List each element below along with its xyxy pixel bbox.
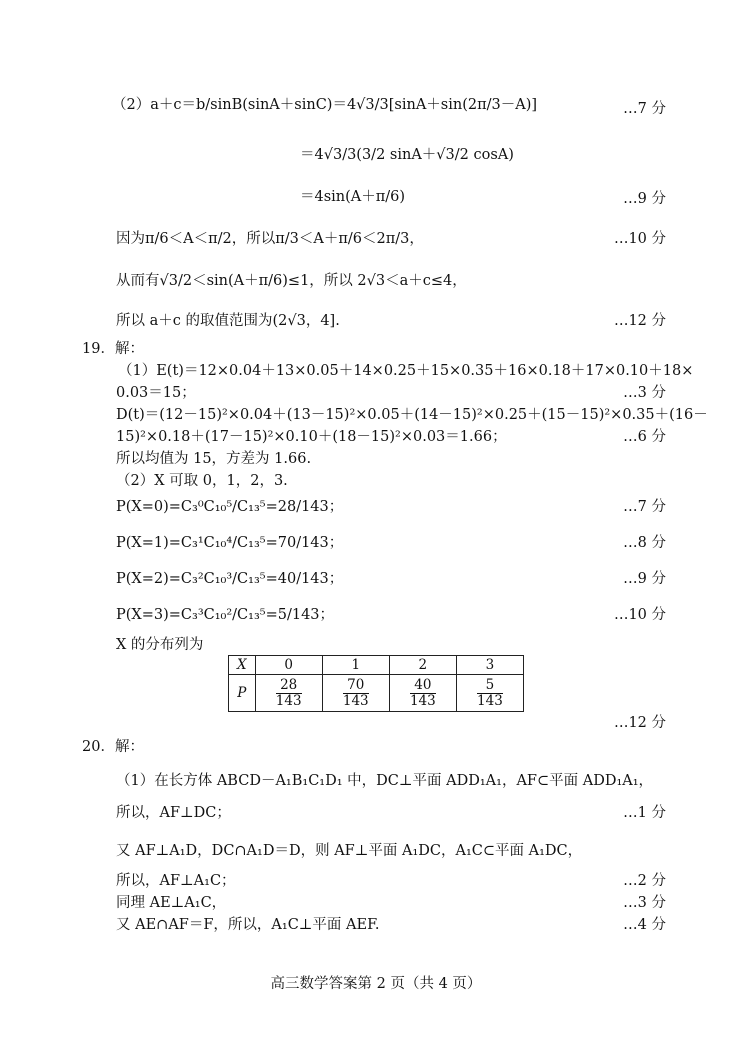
score-12b: …12 分 (613, 715, 666, 731)
score-3: …3 分 (623, 385, 666, 401)
table-row-label: P (229, 675, 256, 712)
table-row (229, 656, 524, 675)
q19-heading: 19．解： (82, 341, 144, 357)
table-cell: $\frac{40}{143}$ (389, 675, 456, 712)
q20-line-2: 所以，AF⊥DC； (116, 805, 231, 821)
eq-line-3: ＝4sin(A＋π/6) (300, 189, 406, 205)
score-4: …4 分 (623, 917, 666, 933)
distribution-label: X 的分布列为 (116, 637, 204, 653)
q20-line-1: （1）在长方体 ABCD－A₁B₁C₁D₁ 中，DC⊥平面 ADD₁A₁，AF⊂平面 ADD₁A₁， (116, 773, 654, 789)
distribution-table (228, 655, 524, 712)
eq-line-1: （2）a＋c＝b/sinB(sinA＋sinC)＝4√3/3[sinA＋sin(2π/3－A)] (112, 97, 538, 113)
score-2: …2 分 (623, 873, 666, 889)
prob-x0: P(X=0)=C₃⁰C₁₀⁵/C₁₃⁵=28/143； (116, 499, 344, 515)
score-3b: …3 分 (623, 895, 666, 911)
table-cell: $\frac{5}{143}$ (456, 675, 523, 712)
q20-line-6: 又 AE∩AF＝F，所以，A₁C⊥平面 AEF. (116, 917, 380, 933)
table-header-cell: 3 (456, 656, 523, 675)
q19-line-4: 15)²×0.18＋(17－15)²×0.10＋(18－15)²×0.03＝1.66； (116, 429, 507, 445)
q20-line-4: 所以，AF⊥A₁C； (116, 873, 236, 889)
table-cell: $\frac{70}{143}$ (322, 675, 389, 712)
score-6: …6 分 (623, 429, 666, 445)
prob-x3: P(X=3)=C₃³C₁₀²/C₁₃⁵=5/143； (116, 607, 335, 623)
score-8: …8 分 (623, 535, 666, 551)
score-10: …10 分 (613, 231, 666, 247)
score-1: …1 分 (623, 805, 666, 821)
q20-line-3: 又 AF⊥A₁D，DC∩A₁D＝D，则 AF⊥平面 A₁DC，A₁C⊂平面 A₁DC， (116, 843, 583, 859)
page-footer: 高三数学答案第 2 页（共 4 页） (270, 976, 482, 992)
score-9: …9 分 (623, 191, 666, 207)
table-header-cell: 2 (389, 656, 456, 675)
score-9b: …9 分 (623, 571, 666, 587)
eq-line-4: 因为π/6＜A＜π/2，所以π/3＜A＋π/6＜2π/3， (116, 231, 424, 247)
score-12: …12 分 (613, 313, 666, 329)
score-7b: …7 分 (623, 499, 666, 515)
table-header-cell: 1 (322, 656, 389, 675)
q19-line-1: （1）E(t)＝12×0.04＋13×0.05＋14×0.25＋15×0.35＋16×0.18＋17×0.10＋18× (118, 363, 694, 379)
eq-line-5: 从而有√3/2＜sin(A＋π/6)≤1，所以 2√3＜a＋c≤4， (116, 273, 467, 289)
table-row (229, 675, 524, 712)
q19-line-5: 所以均值为 15，方差为 1.66. (116, 451, 312, 467)
eq-line-6: 所以 a＋c 的取值范围为(2√3，4]. (116, 313, 340, 329)
prob-x2: P(X=2)=C₃²C₁₀³/C₁₃⁵=40/143； (116, 571, 344, 587)
eq-line-2: ＝4√3/3(3/2 sinA＋√3/2 cosA) (300, 147, 514, 163)
q19-line-3: D(t)＝(12－15)²×0.04＋(13－15)²×0.05＋(14－15)²×0.25＋(15－15)²×0.35＋(16－ (116, 407, 708, 423)
q19-line-2: 0.03＝15； (116, 385, 196, 401)
score-7: …7 分 (623, 101, 666, 117)
q20-line-5: 同理 AE⊥A₁C， (116, 895, 227, 911)
q19-line-6: （2）X 可取 0，1，2，3. (116, 473, 288, 489)
table-header-cell: X (229, 656, 256, 675)
table-header-cell: 0 (255, 656, 322, 675)
score-10b: …10 分 (613, 607, 666, 623)
q20-heading: 20．解： (82, 739, 144, 755)
table-cell: $\frac{28}{143}$ (255, 675, 322, 712)
prob-x1: P(X=1)=C₃¹C₁₀⁴/C₁₃⁵=70/143； (116, 535, 344, 551)
